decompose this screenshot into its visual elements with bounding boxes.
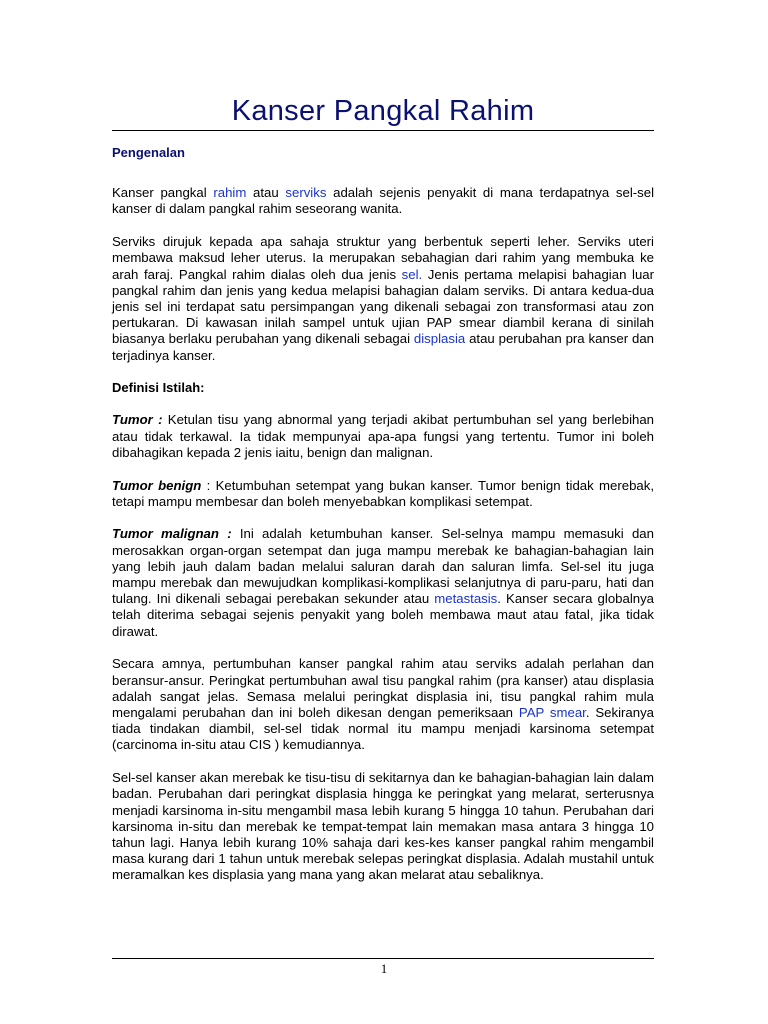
paragraph-serviks: Serviks dirujuk kepada apa sahaja struktur yang berbentuk seperti leher. Serviks uteri membawa maksud leher uterus. Ia merupakan sebahagian dari rahim yang membuka ke arah faraj. Pangkal rahim dialas oleh dua jenis sel. Jenis pertama melapisi bahagian luar pangkal rahim dan jenis yang kedua melapisi bahagian dalam serviks. Di antara kedua-dua jenis sel ini terdapat satu persimpangan yang dikenali sebagai zon transformasi atau zon pertukaran. Di kawasan inilah sampel untuk ujian PAP smear diambil kerana di sinilah biasanya berlaku perubahan yang dikenali sebagai displasia atau perubahan pra kanser dan terjadinya kanser. <box>112 234 654 363</box>
page-title: Kanser Pangkal Rahim <box>231 95 535 127</box>
term-tumor: Tumor : <box>112 412 163 428</box>
section-heading-intro: Pengenalan <box>112 145 185 160</box>
term-tumor-malignan: Tumor malignan : <box>112 526 232 542</box>
document-body <box>112 145 654 900</box>
definition-tumor-benign: Tumor benign : Ketumbuhan setempat yang bukan kanser. Tumor benign tidak merebak, tetapi mampu membesar dan boleh menyebabkan komplikasi setempat. <box>112 477 654 509</box>
link-serviks[interactable]: serviks <box>285 185 327 201</box>
section-heading-definitions: Definisi Istilah: <box>112 380 205 396</box>
link-pap-smear[interactable]: PAP smear <box>518 704 586 720</box>
link-metastasis[interactable]: metastasis <box>434 591 498 607</box>
title-underline <box>112 130 654 131</box>
paragraph-sel-sel-kanser: Sel-sel kanser akan merebak ke tisu-tisu di sekitarnya dan ke bahagian-bahagian lain dalam badan. Perubahan dari peringkat displasia hingga ke peringkat yang melarat, serterusnya menjadi karsinoma in-situ mengambil masa lebih kurang 5 hingga 10 tahun. Perubahan dari karsinoma in-situ dan merebak ke tempat-tempat lain memakan masa antara 3 hingga 10 tahun lagi. Hanya lebih kurang 10% sahaja dari kes-kes kanser pangkal rahim mengambil masa kurang dari 1 tahun untuk merebak selepas peringkat displasia. Adalah mustahil untuk meramalkan kes displasia yang mana yang akan melarat atau sebaliknya. <box>112 770 654 883</box>
definition-tumor-malignan: Tumor malignan : Ini adalah ketumbuhan kanser. Sel-selnya mampu memasuki dan merosakkan organ-organ setempat dan juga mampu merebak ke bahagian-bahagian lain yang lebih jauh dalam badan melalui saluran darah dan saluran limfa. Sel-sel itu juga mampu merebak dan mewujudkan komplikasi-komplikasi selanjutnya di paru-paru, hati dan tulang. Ini dikenali sebagai perebakan sekunder atau metastasis. Kanser secara globalnya telah diterima sebagai sejenis penyakit yang boleh membawa maut atau fatal, jika tidak dirawat. <box>112 526 655 639</box>
paragraph-secara-amnya: Secara amnya, pertumbuhan kanser pangkal rahim atau serviks adalah perlahan dan beransur-ansur. Peringkat pertumbuhan awal tisu pangkal rahim (pra kanser) atau displasia adalah sangat jelas. Semasa melalui peringkat displasia ini, tisu pangkal rahim mula mengalami perubahan dan ini boleh dikesan dengan pemeriksaan PAP smear. Sekiranya tiada tindakan diambil, sel-sel tidak normal itu mampu menjadi karsinoma setempat (carcinoma in-situ atau CIS ) kemudiannya. <box>112 656 654 753</box>
page-number: 1 <box>380 961 388 976</box>
link-displasia[interactable]: displasia <box>413 331 466 347</box>
paragraph-intro: Kanser pangkal rahim atau serviks adalah sejenis penyakit di mana terdapatnya sel-sel kanser di dalam pangkal rahim seseorang wanita. <box>112 185 655 217</box>
link-rahim[interactable]: rahim <box>213 185 247 201</box>
term-tumor-benign: Tumor benign <box>112 477 202 493</box>
definition-tumor: Tumor : Ketulan tisu yang abnormal yang terjadi akibat pertumbuhan sel yang berlebihan atau tidak terkawal. Ia tidak mempunyai apa-apa fungsi yang tertentu. Tumor ini boleh dibahagikan kepada 2 jenis iaitu, benign dan malignan. <box>112 412 655 460</box>
footer-rule <box>112 958 654 959</box>
link-sel[interactable]: sel. <box>401 266 423 282</box>
